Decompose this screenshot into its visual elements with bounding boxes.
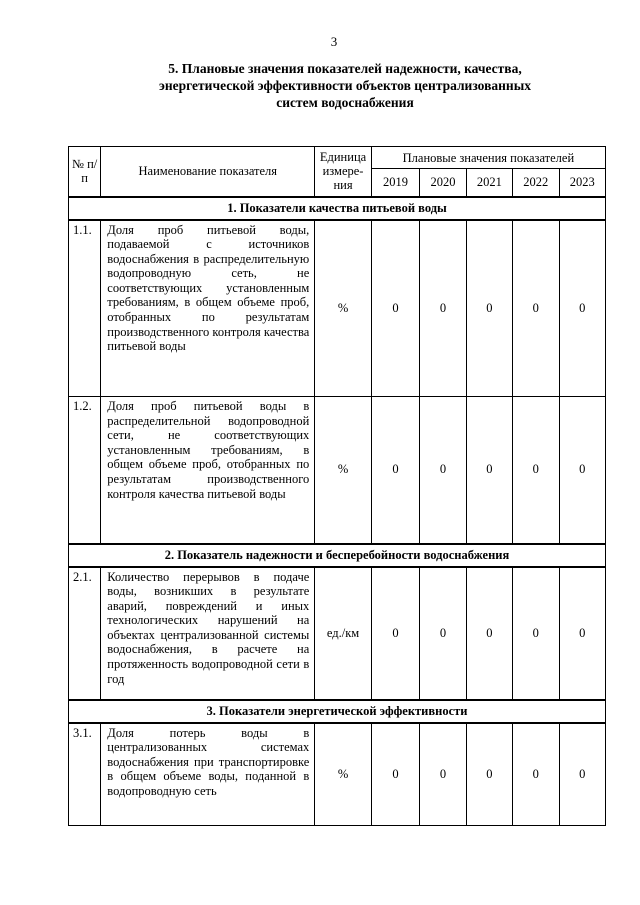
row-name: Доля проб питьевой воды, подаваемой с источников водоснабжения в распределительную водопроводную сеть, не соответствующих установленным требованиям, в общем объеме проб, отобранных по результатам производственного контроля качества питьевой воды: [101, 220, 315, 397]
section-heading: 2. Показатель надежности и бесперебойности водоснабжения: [69, 544, 606, 567]
row-value: 0: [559, 397, 606, 544]
indicators-table: [68, 146, 606, 826]
row-value: 0: [420, 723, 466, 826]
table-row: [69, 567, 606, 700]
title-line-3: систем водоснабжения: [276, 95, 414, 110]
header-plan: Плановые значения показателей: [371, 147, 605, 169]
header-year: 2019: [371, 169, 419, 197]
row-value: 0: [513, 220, 559, 397]
row-value: 0: [513, 567, 559, 700]
row-name: Доля потерь воды в централизованных системах водоснабжения при транспортировке в общем объеме воды, поданной в водопроводную сеть: [101, 723, 315, 826]
row-value: 0: [513, 723, 559, 826]
title-line-2: энергетической эффективности объектов централизованных: [158, 78, 531, 93]
row-value: 0: [466, 567, 512, 700]
row-value: 0: [371, 397, 419, 544]
row-value: 0: [371, 567, 419, 700]
row-value: 0: [371, 723, 419, 826]
row-value: 0: [466, 220, 512, 397]
header-year: 2022: [513, 169, 559, 197]
row-num: 1.2.: [69, 397, 101, 544]
row-num: 1.1.: [69, 220, 101, 397]
row-unit: %: [315, 397, 372, 544]
row-value: 0: [466, 723, 512, 826]
row-value: 0: [420, 397, 466, 544]
table-row: [69, 723, 606, 826]
section-heading: 1. Показатели качества питьевой воды: [69, 197, 606, 220]
table-row: [69, 220, 606, 397]
table-row: [69, 397, 606, 544]
row-value: 0: [420, 567, 466, 700]
row-name: Доля проб питьевой воды в распределительной водопроводной сети, не соответствующих установленным требованиям, в общем объеме проб, отобранных по результатам производственного контроля качества питьевой воды: [101, 397, 315, 544]
row-value: 0: [466, 397, 512, 544]
header-year: 2023: [559, 169, 606, 197]
title-line-1: 5. Плановые значения показателей надежности, качества,: [168, 61, 522, 76]
row-value: 0: [420, 220, 466, 397]
row-num: 2.1.: [69, 567, 101, 700]
row-name: Количество перерывов в подаче воды, возникших в результате аварий, повреждений и иных технологических нарушений на объектах централизованной системы водоснабжения, в расчете на протяженность водопроводной сети в год: [101, 567, 315, 700]
row-unit: ед./км: [315, 567, 372, 700]
header-name: Наименование показателя: [101, 147, 315, 197]
header-year: 2020: [420, 169, 466, 197]
row-value: 0: [559, 220, 606, 397]
row-value: 0: [513, 397, 559, 544]
row-unit: %: [315, 220, 372, 397]
row-num: 3.1.: [69, 723, 101, 826]
page-number: 3: [330, 34, 338, 49]
header-num: № п/п: [69, 147, 101, 197]
row-value: 0: [559, 567, 606, 700]
header-year: 2021: [466, 169, 512, 197]
section-title: [100, 60, 590, 111]
header-unit: Единица измере- ния: [315, 147, 372, 197]
row-value: 0: [371, 220, 419, 397]
section-heading: 3. Показатели энергетической эффективности: [69, 700, 606, 723]
row-value: 0: [559, 723, 606, 826]
row-unit: %: [315, 723, 372, 826]
